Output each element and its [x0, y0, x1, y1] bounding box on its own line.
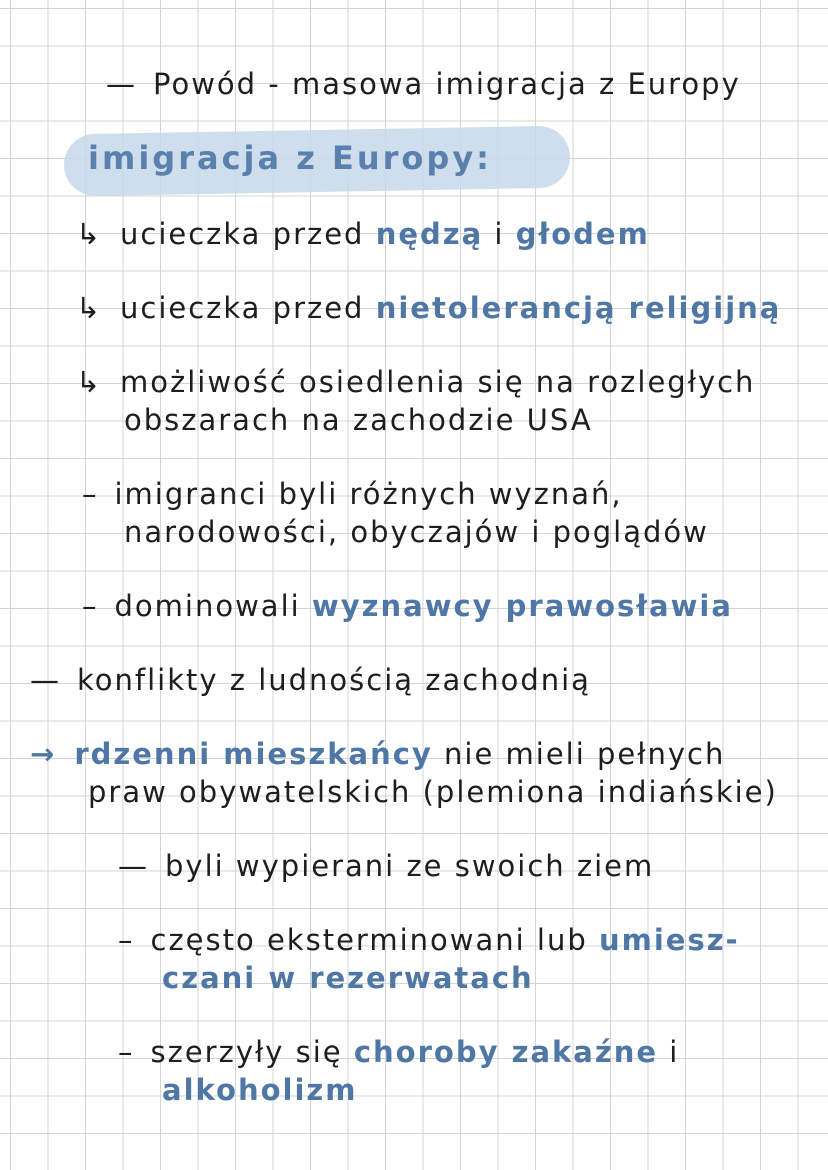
note-line-immigrants: – imigranci byli różnych wyznań, — [82, 477, 623, 511]
dash-bullet: – — [118, 923, 135, 957]
dash-bullet: – — [82, 589, 99, 623]
note-line-intolerance: ↳ ucieczka przed nietolerancją religijną — [76, 291, 782, 325]
dash-bullet: — — [106, 67, 137, 101]
note-line-exterminated: – często eksterminowani lub umiesz- — [118, 923, 740, 957]
note-line-natives: → rdzenni mieszkańcy nie mieli pełnych — [30, 737, 726, 771]
note-line-settlement: ↳ możliwość osiedlenia się na rozległych — [76, 365, 756, 399]
note-line-poverty: ↳ ucieczka przed nędzą i głodem — [76, 217, 650, 251]
note-line-natives-cont: praw obywatelskich (plemiona indiańskie) — [88, 775, 778, 809]
dash-bullet: – — [118, 1035, 135, 1069]
right-arrow-icon: → — [30, 737, 57, 771]
note-line-reason: — Powód - masowa imigracja z Europy — [106, 67, 741, 101]
note-line-diseases: – szerzyły się choroby zakaźne i — [118, 1035, 680, 1069]
turn-arrow-icon: ↳ — [76, 291, 103, 325]
note-line-displaced: — byli wypierani ze swoich ziem — [118, 849, 655, 883]
note-line-immigrants-cont: narodowości, obyczajów i poglądów — [124, 515, 709, 549]
dash-bullet: — — [118, 849, 149, 883]
turn-arrow-icon: ↳ — [76, 365, 103, 399]
dash-bullet: – — [82, 477, 99, 511]
note-line-diseases-cont: alkoholizm — [162, 1073, 358, 1107]
note-line-exterminated-cont: czani w rezerwatach — [162, 961, 534, 995]
note-line-conflicts: — konflikty z ludnością zachodnią — [30, 663, 591, 697]
note-line-dominated: – dominowali wyznawcy prawosławia — [82, 589, 733, 623]
turn-arrow-icon: ↳ — [76, 217, 103, 251]
dash-bullet: — — [30, 663, 61, 697]
heading-immigration: imigracja z Europy: — [88, 139, 492, 177]
note-line-settlement-cont: obszarach na zachodzie USA — [124, 403, 593, 437]
